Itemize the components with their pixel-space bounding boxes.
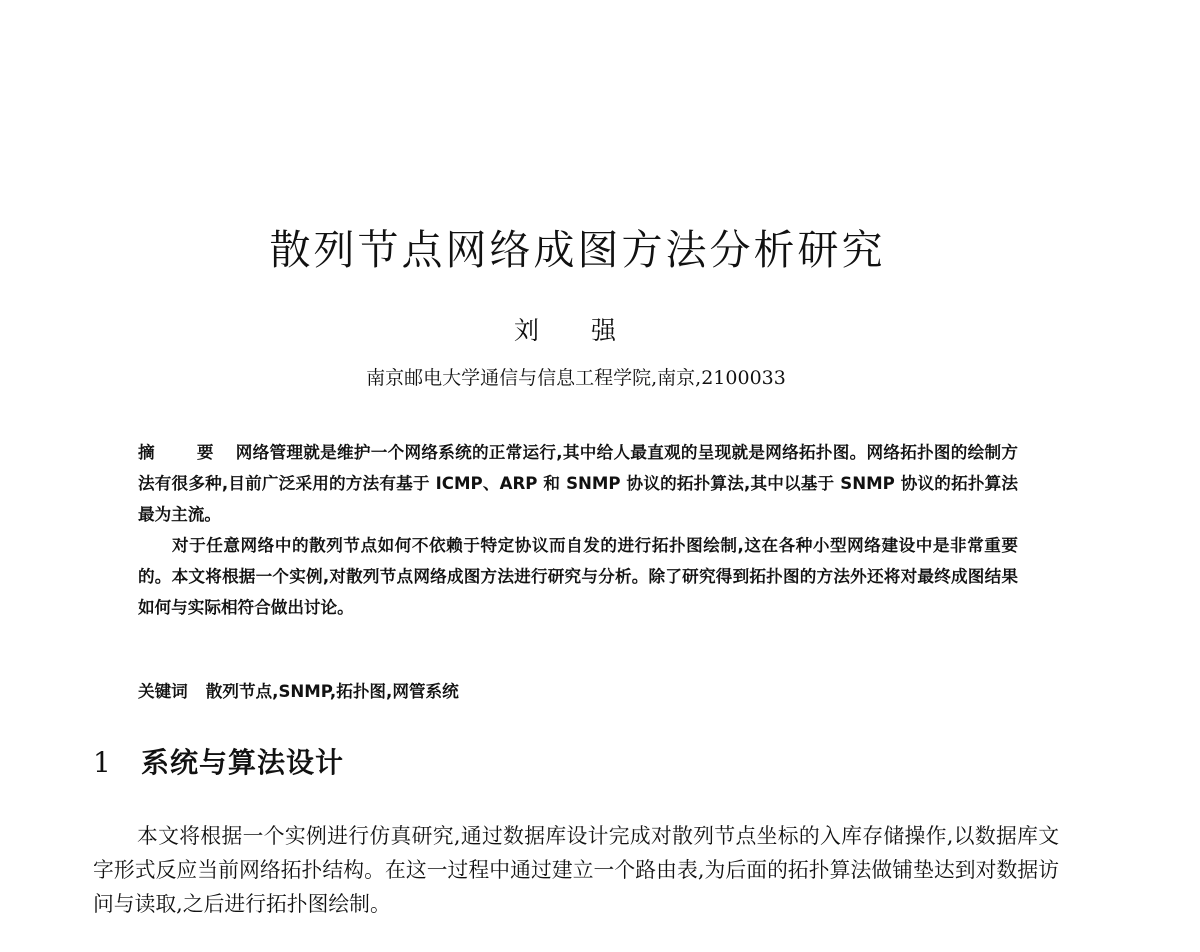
keywords-label: 关键词 <box>138 682 188 701</box>
paper-title: 散列节点网络成图方法分析研究 <box>269 226 886 274</box>
author-affiliation: 南京邮电大学通信与信息工程学院,南京,2100033 <box>366 367 786 389</box>
section-title: 系统与算法设计 <box>141 746 345 779</box>
author-name: 刘 强 <box>514 316 638 345</box>
section-heading <box>93 746 344 780</box>
abstract-label: 摘 要 <box>138 443 232 462</box>
section-body-paragraph: 本文将根据一个实例进行仿真研究,通过数据库设计完成对散列节点坐标的入库存储操作,以数据库文字形式反应当前网络拓扑结构。在这一过程中通过建立一个路由表,为后面的拓扑算法做铺垫达到对数据访问与读取,之后进行拓扑图绘制。 <box>93 824 1059 916</box>
abstract-paragraph-2: 对于任意网络中的散列节点如何不依赖于特定协议而自发的进行拓扑图绘制,这在各种小型网络建设中是非常重要的。本文将根据一个实例,对散列节点网络成图方法进行研究与分析。除了研究得到拓扑图的方法外还将对最终成图结果如何与实际相符合做出讨论。 <box>138 536 1018 617</box>
keywords-line <box>138 676 459 707</box>
abstract-block <box>138 437 1018 623</box>
abstract-paragraph-1 <box>138 437 1018 530</box>
section-number: 1 <box>93 746 111 779</box>
abstract-text-1: 网络管理就是维护一个网络系统的正常运行,其中给人最直观的呈现就是网络拓扑图。网络拓扑图的绘制方法有很多种,目前广泛采用的方法有基于 ICMP、ARP 和 SNMP 协议的拓扑算法,其中以基于 SNMP 协议的拓扑算法最为主流。 <box>138 443 1018 524</box>
keywords-text: 散列节点,SNMP,拓扑图,网管系统 <box>205 682 459 701</box>
